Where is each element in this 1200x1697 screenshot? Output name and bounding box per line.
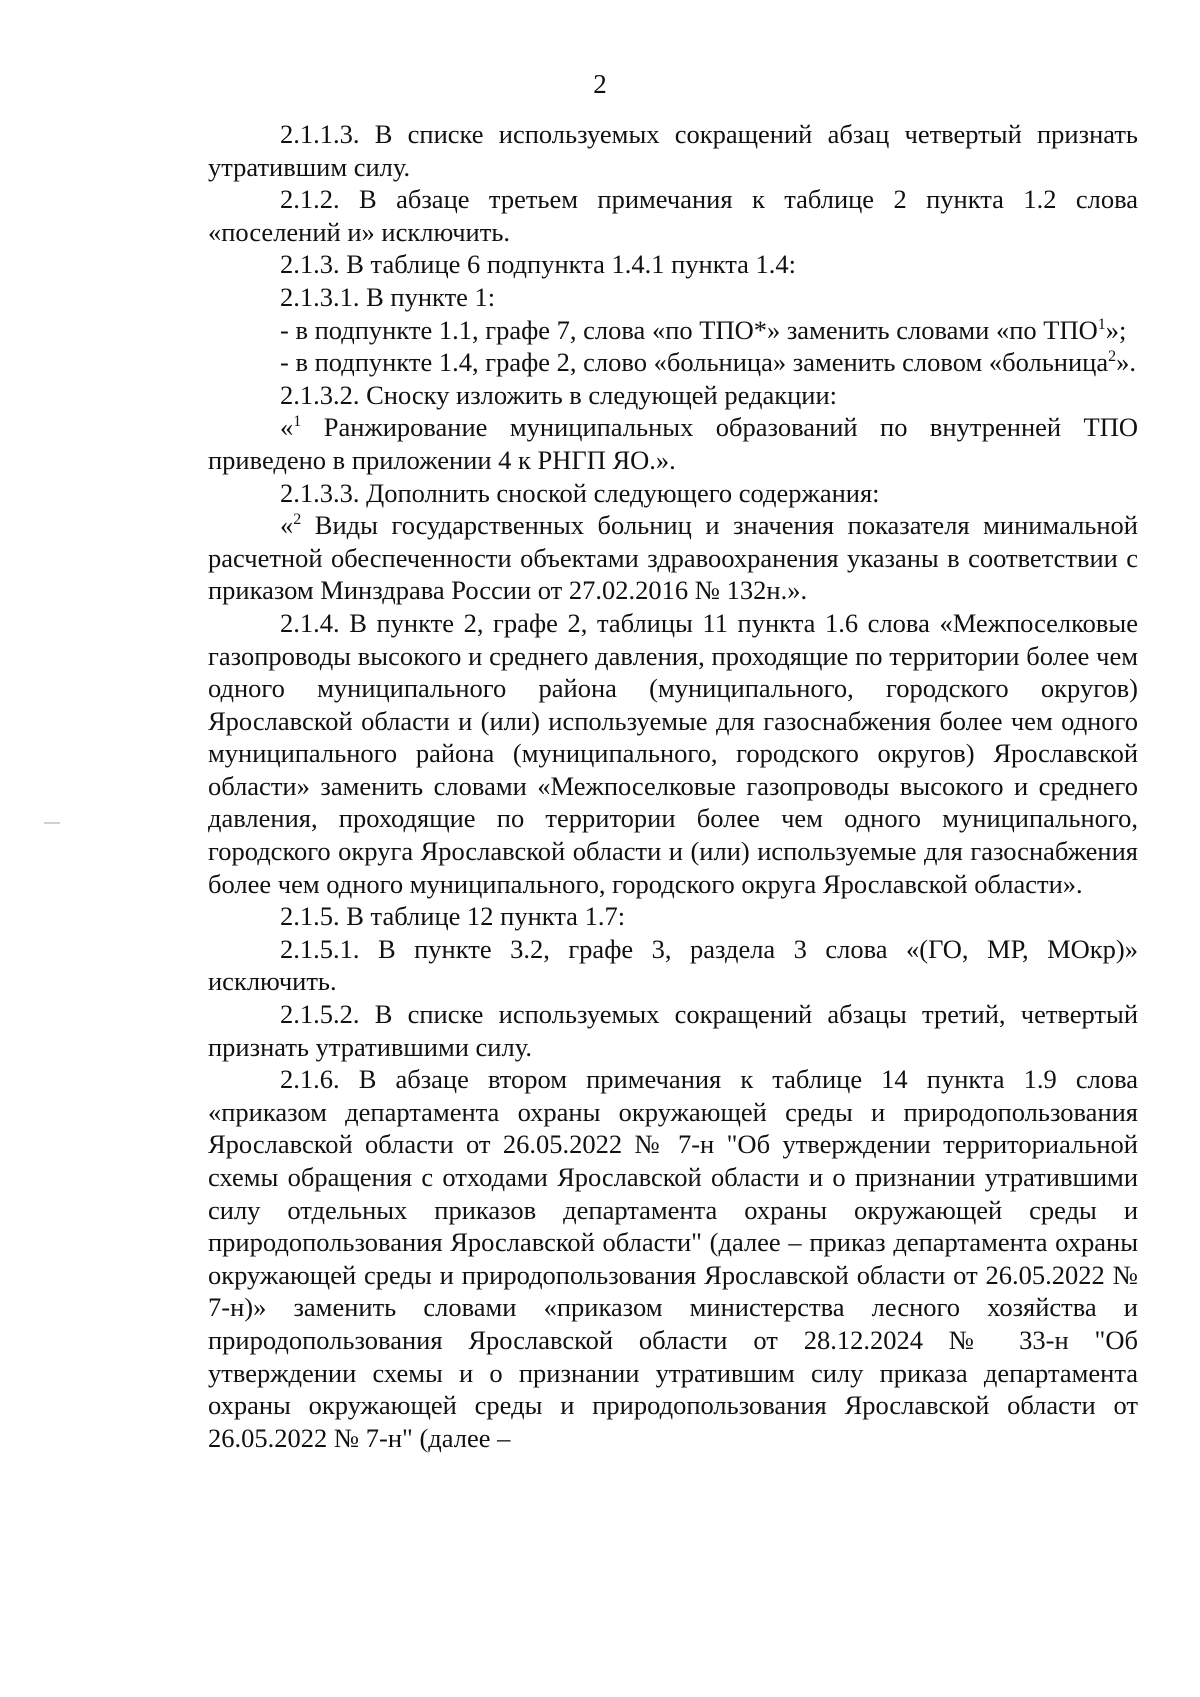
footnote-1-text xyxy=(208,411,1138,476)
footnote-2-body: Виды государственных больниц и значения показателя минимальной расчетной обеспеченности объектами здравоохранения указаны в соответствии с приказом Минздрава России от 27.02.2016 № 132н.». xyxy=(208,510,1138,606)
page-number: 2 xyxy=(593,69,607,99)
footnote-2-text xyxy=(208,509,1138,607)
paragraph-2-1-3-2: 2.1.3.2. Сноску изложить в следующей редакции: xyxy=(280,379,838,410)
paragraph-2-1-6: 2.1.6. В абзаце втором примечания к таблице 14 пункта 1.9 слова «приказом департамента охраны окружающей среды и природопользования Ярославской области от 26.05.2022 № 7-н "Об утверждении территориальной схемы обращения с отходами Ярославской области и о признании утратившими силу отдельных приказов департамента охраны окружающей среды и природопользования Ярославской области" (далее – приказ департамента охраны окружающей среды и природопользования Ярославской области от 26.05.2022 № 7-н)» заменить словами «приказом министерства лесного хозяйства и природопользования Ярославской области от 28.12.2024 № 33-н "Об утверждении схемы и о признании утратившим силу приказа департамента охраны окружающей среды и природопользования Ярославской области от 26.05.2022 № 7-н" (далее – xyxy=(208,1064,1138,1453)
paragraph-2-1-5-2: 2.1.5.2. В списке используемых сокращений абзацы третий, четвертый признать утратившими силу. xyxy=(208,999,1138,1062)
paragraph-subitem-1-4 xyxy=(208,346,1138,379)
paragraph-2-1-5-1: 2.1.5.1. В пункте 3.2, графе 3, раздела 3 слова «(ГО, МР, МОкр)» исключить. xyxy=(208,933,1138,997)
paragraph-subitem-1-1 xyxy=(208,314,1138,347)
footnote-1-body: Ранжирование муниципальных образований по внутренней ТПО приведено в приложении 4 к РНГП ЯО.». xyxy=(208,412,1138,475)
subitem-1-4-text: - в подпункте 1.4, графе 2, слово «больница» заменить словом «больница xyxy=(280,347,1109,378)
document-body xyxy=(208,118,1138,1454)
scan-artifact xyxy=(44,822,60,824)
subitem-1-1-end: »; xyxy=(1105,314,1127,345)
paragraph-2-1-5: 2.1.5. В таблице 12 пункта 1.7: xyxy=(280,901,626,932)
subitem-1-1-text: - в подпункте 1.1, графе 7, слова «по ТПО*» заменить словами «по ТПО xyxy=(280,314,1098,345)
footnote-1-marker: 1 xyxy=(293,413,302,431)
paragraph-2-1-3-3: 2.1.3.3. Дополнить сноской следующего содержания: xyxy=(280,477,880,508)
paragraph-2-1-2: 2.1.2. В абзаце третьем примечания к таблице 2 пункта 1.2 слова «поселений и» исключить. xyxy=(208,184,1138,247)
paragraph-2-1-4: 2.1.4. В пункте 2, графе 2, таблицы 11 пункта 1.6 слова «Межпоселковые газопроводы высокого и среднего давления, проходящие по территории более чем одного муниципального района (муниципального, городского округов) Ярославской области и (или) используемые для газоснабжения более чем одного муниципального района (муниципального, городского округов) Ярославской области» заменить словами «Межпоселковые газопроводы высокого и среднего давления, проходящие по территории более чем одного муниципального, городского округа Ярославской области и (или) используемые для газоснабжения более чем одного муниципального, городского округа Ярославской области». xyxy=(208,607,1138,899)
footnote-ref-1: 1 xyxy=(1097,315,1106,333)
paragraph-2-1-1-3: 2.1.1.3. В списке используемых сокращений абзац четвертый признать утратившим силу. xyxy=(208,119,1138,182)
footnote-2-open-quote: « xyxy=(280,510,294,541)
footnote-ref-2: 2 xyxy=(1108,348,1117,366)
footnote-2-marker: 2 xyxy=(293,511,302,529)
paragraph-2-1-3: 2.1.3. В таблице 6 подпункта 1.4.1 пункта 1.4: xyxy=(280,249,797,280)
subitem-1-4-end: ». xyxy=(1116,347,1136,378)
footnote-1-open-quote: « xyxy=(280,412,294,443)
paragraph-2-1-3-1: 2.1.3.1. В пункте 1: xyxy=(280,281,496,312)
